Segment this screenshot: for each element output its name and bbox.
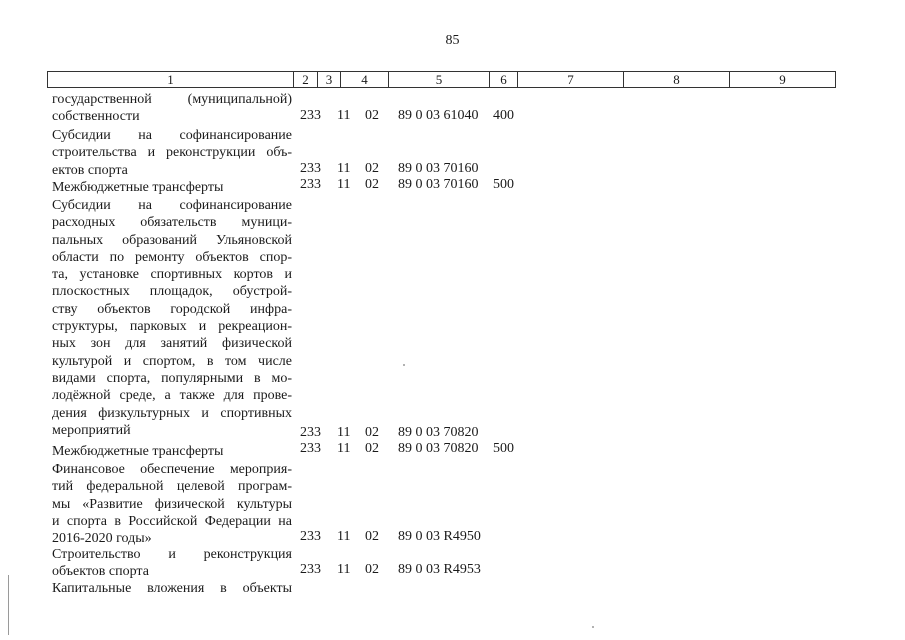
- row-description: [52, 91, 292, 126]
- page-number: 85: [445, 33, 460, 48]
- expense-type-code: 400: [493, 108, 514, 123]
- description-line: объектов спорта: [52, 564, 149, 580]
- description-line: ектов спорта: [52, 162, 128, 178]
- description-line: тий федеральной целевой програм-: [52, 479, 292, 495]
- scan-speck: [403, 364, 405, 366]
- description-line: государственной (муниципальной): [52, 92, 292, 107]
- target-article-code: 89 0 03 70160: [398, 177, 479, 192]
- section-code: 11: [337, 425, 351, 440]
- row-description: [52, 461, 292, 547]
- expense-type-code: 500: [493, 177, 514, 192]
- description-line: ных зон для занятий физической: [52, 336, 292, 352]
- header-col-4: 4: [340, 72, 388, 87]
- description-line: 2016-2020 годы»: [52, 531, 152, 547]
- header-col-9: 9: [729, 72, 835, 87]
- section-code: 11: [337, 562, 351, 577]
- header-col-6: 6: [489, 72, 517, 87]
- row-description: [52, 197, 292, 439]
- section-code: 11: [337, 529, 351, 544]
- scan-edge-line: [8, 575, 9, 635]
- section-code: 11: [337, 441, 351, 456]
- description-line: ству объектов городской инфра-: [52, 301, 292, 317]
- row-description: [52, 546, 292, 581]
- description-line: мы «Развитие физической культуры: [52, 496, 292, 512]
- section-code: 11: [337, 108, 351, 123]
- description-line: структуры, парковых и рекреацион-: [52, 319, 292, 335]
- description-line: пальных образований Ульяновской: [52, 232, 292, 248]
- header-col-2: 2: [293, 72, 317, 87]
- row-description: [52, 127, 292, 179]
- main-admin-code: 233: [300, 441, 321, 456]
- header-col-1: 1: [167, 72, 174, 87]
- description-line: плоскостных площадок, обустрой-: [52, 284, 292, 300]
- header-col-7: 7: [517, 72, 623, 87]
- description-line: собственности: [52, 109, 140, 125]
- target-article-code: 89 0 03 70160: [398, 161, 479, 176]
- description-line: Строительство и реконструкция: [52, 547, 292, 562]
- scan-speck: [592, 626, 594, 628]
- description-line: Межбюджетные трансферты: [52, 444, 224, 459]
- description-line: та, установке спортивных кортов и: [52, 267, 292, 283]
- target-article-code: 89 0 03 R4950: [398, 529, 481, 544]
- subsection-code: 02: [365, 441, 379, 456]
- description-line: Субсидии на софинансирование: [52, 198, 292, 213]
- header-col-3: 3: [317, 72, 340, 87]
- description-line: Межбюджетные трансферты: [52, 180, 224, 195]
- section-code: 11: [337, 177, 351, 192]
- table-header: [47, 71, 836, 88]
- description-line: лодёжной среде, а также для прове-: [52, 388, 292, 404]
- description-line: и спорта в Российской Федерации на: [52, 513, 292, 529]
- subsection-code: 02: [365, 425, 379, 440]
- main-admin-code: 233: [300, 177, 321, 192]
- row-description: [52, 443, 292, 460]
- description-line: Финансовое обеспечение мероприя-: [52, 462, 292, 477]
- description-line: области по ремонту объектов спор-: [52, 249, 292, 265]
- main-admin-code: 233: [300, 562, 321, 577]
- subsection-code: 02: [365, 177, 379, 192]
- target-article-code: 89 0 03 70820: [398, 425, 479, 440]
- description-line: дения физкультурных и спортивных: [52, 405, 292, 421]
- target-article-code: 89 0 03 61040: [398, 108, 479, 123]
- description-line: расходных обязательств муници-: [52, 215, 292, 231]
- main-admin-code: 233: [300, 425, 321, 440]
- subsection-code: 02: [365, 562, 379, 577]
- description-line: видами спорта, популярными в мо-: [52, 370, 292, 386]
- target-article-code: 89 0 03 R4953: [398, 562, 481, 577]
- main-admin-code: 233: [300, 529, 321, 544]
- section-code: 11: [337, 161, 351, 176]
- row-description: [52, 179, 292, 196]
- expense-type-code: 500: [493, 441, 514, 456]
- header-col-8: 8: [623, 72, 729, 87]
- description-line: Субсидии на софинансирование: [52, 128, 292, 143]
- row-description: [52, 580, 292, 597]
- description-line: строительства и реконструкции объ-: [52, 145, 292, 161]
- description-line: Капитальные вложения в объекты: [52, 581, 292, 596]
- target-article-code: 89 0 03 70820: [398, 441, 479, 456]
- subsection-code: 02: [365, 108, 379, 123]
- subsection-code: 02: [365, 161, 379, 176]
- main-admin-code: 233: [300, 108, 321, 123]
- description-line: мероприятий: [52, 422, 131, 438]
- main-admin-code: 233: [300, 161, 321, 176]
- description-line: культурой и спортом, в том числе: [52, 353, 292, 369]
- header-col-5: 5: [388, 72, 489, 87]
- subsection-code: 02: [365, 529, 379, 544]
